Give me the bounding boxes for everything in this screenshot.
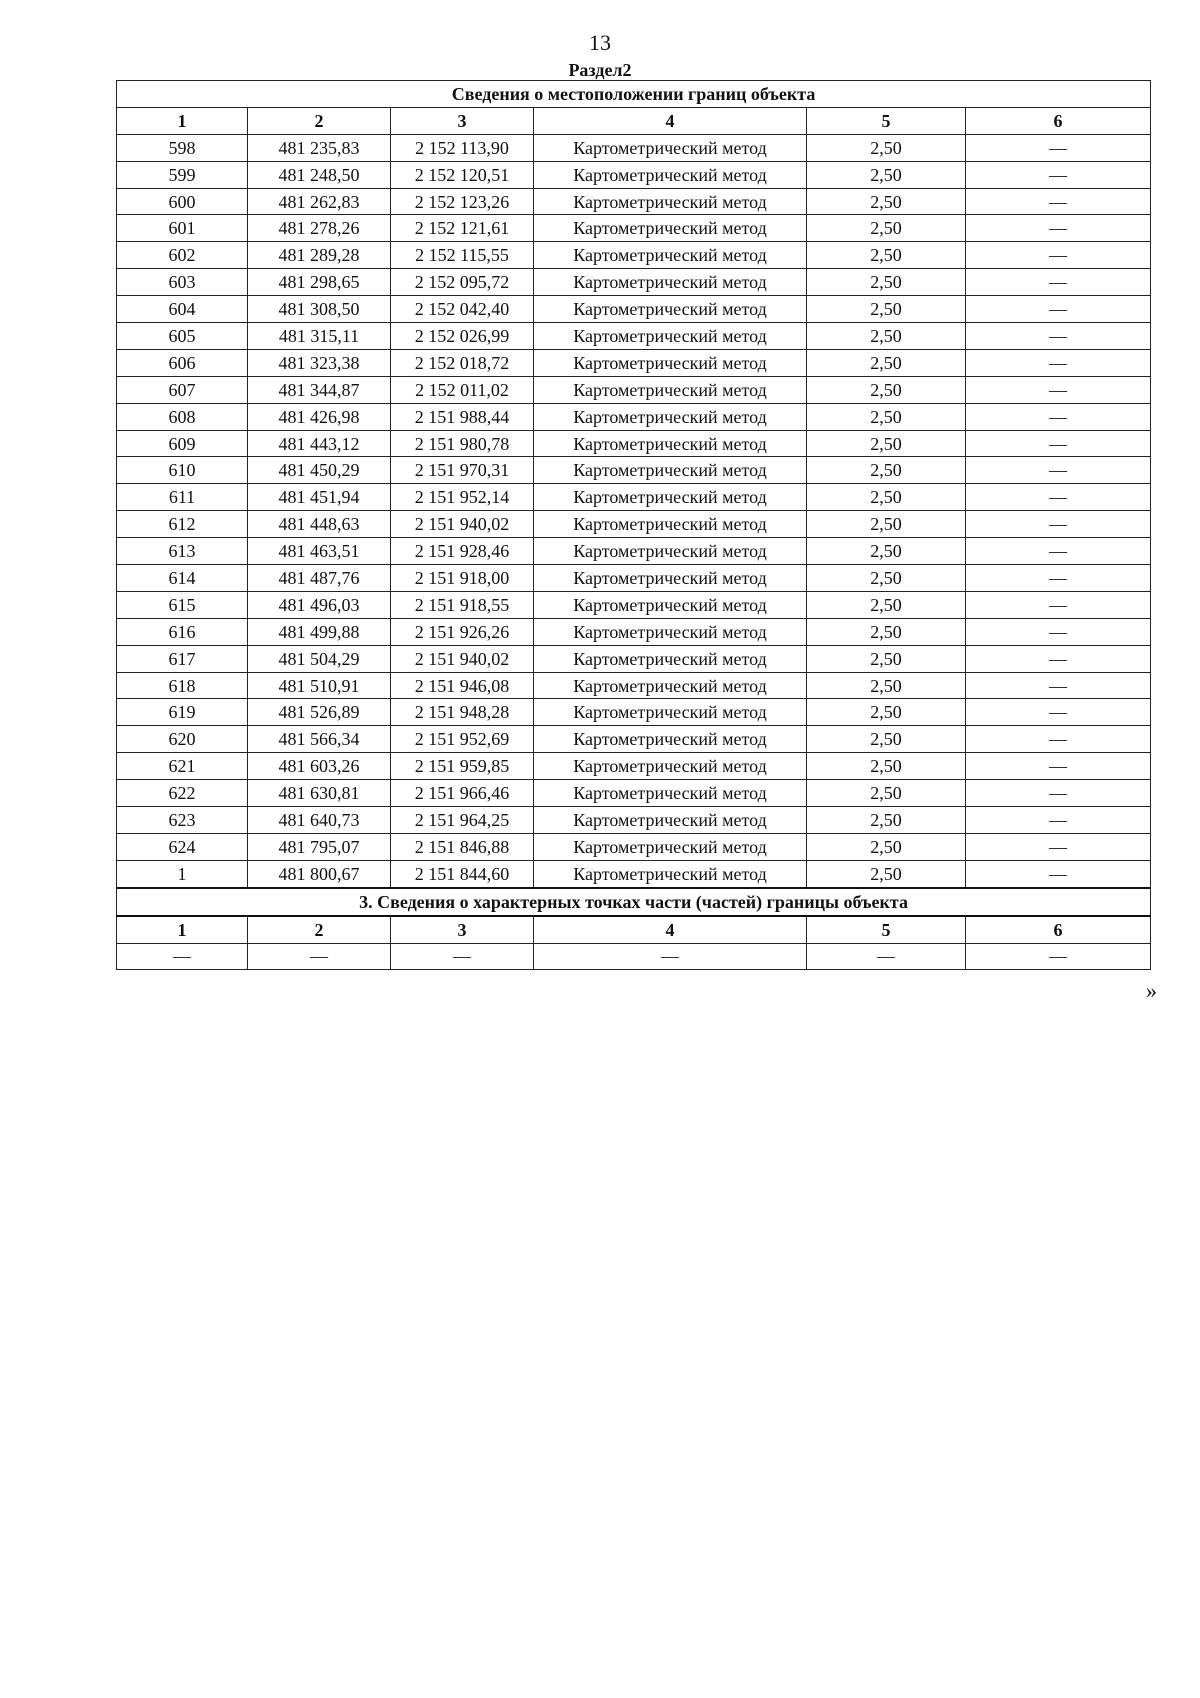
table-cell: 2,50: [807, 833, 966, 860]
table-cell: —: [966, 943, 1151, 970]
table-cell: 607: [117, 376, 248, 403]
table-cell: Картометрический метод: [534, 296, 807, 323]
table-cell: 481 510,91: [248, 672, 391, 699]
table-caption-row: [117, 81, 1151, 108]
table-cell: 2 151 940,02: [391, 511, 534, 538]
table-cell: —: [966, 860, 1151, 887]
table-row: [117, 457, 1151, 484]
table-cell: 2,50: [807, 618, 966, 645]
table-cell: 2,50: [807, 726, 966, 753]
table-row: [117, 296, 1151, 323]
table-cell: 612: [117, 511, 248, 538]
table-row: [117, 726, 1151, 753]
table-cell: 2,50: [807, 457, 966, 484]
table-cell: 481 289,28: [248, 242, 391, 269]
section3-caption-row: [117, 888, 1151, 916]
table-cell: Картометрический метод: [534, 242, 807, 269]
table-cell: —: [966, 349, 1151, 376]
table-cell: 2,50: [807, 323, 966, 350]
table-cell: 2,50: [807, 296, 966, 323]
table-cell: Картометрический метод: [534, 430, 807, 457]
table-cell: 481 463,51: [248, 538, 391, 565]
table-cell: 608: [117, 403, 248, 430]
table-cell: 2 151 918,00: [391, 565, 534, 592]
table-cell: 2,50: [807, 565, 966, 592]
table-cell: 621: [117, 753, 248, 780]
table-cell: —: [966, 565, 1151, 592]
table-cell: —: [966, 161, 1151, 188]
table-cell: 481 262,83: [248, 188, 391, 215]
table-cell: 2 152 113,90: [391, 134, 534, 161]
column-number: 5: [807, 916, 966, 943]
table-cell: 481 315,11: [248, 323, 391, 350]
table-cell: 2,50: [807, 376, 966, 403]
table-row: [117, 242, 1151, 269]
table-cell: 605: [117, 323, 248, 350]
table-cell: —: [966, 269, 1151, 296]
table-cell: 1: [117, 860, 248, 887]
closing-quote: »: [1146, 978, 1157, 1003]
table-cell: —: [807, 943, 966, 970]
table-cell: 2 152 095,72: [391, 269, 534, 296]
table-cell: 2,50: [807, 403, 966, 430]
table-cell: 481 278,26: [248, 215, 391, 242]
table-cell: 600: [117, 188, 248, 215]
table-cell: 481 308,50: [248, 296, 391, 323]
table-cell: —: [391, 943, 534, 970]
table-cell: 2,50: [807, 780, 966, 807]
table-cell: Картометрический метод: [534, 484, 807, 511]
table-cell: —: [966, 699, 1151, 726]
table-cell: 622: [117, 780, 248, 807]
table-row: [117, 134, 1151, 161]
table-cell: 602: [117, 242, 248, 269]
table-cell: 2 152 018,72: [391, 349, 534, 376]
table-cell: 481 496,03: [248, 591, 391, 618]
table-cell: 604: [117, 296, 248, 323]
table-cell: 606: [117, 349, 248, 376]
table-cell: —: [966, 484, 1151, 511]
table-cell: 610: [117, 457, 248, 484]
section-title: Раздел2: [568, 60, 632, 80]
table-row: [117, 833, 1151, 860]
table-cell: 2 151 988,44: [391, 403, 534, 430]
table-cell: —: [966, 591, 1151, 618]
table-cell: —: [966, 538, 1151, 565]
boundary-table: [116, 80, 1151, 970]
table-cell: Картометрический метод: [534, 860, 807, 887]
table-cell: —: [534, 943, 807, 970]
table-cell: 481 487,76: [248, 565, 391, 592]
table-caption: Сведения о местоположении границ объекта: [117, 81, 1151, 108]
table-cell: 2,50: [807, 134, 966, 161]
table-cell: 2 151 928,46: [391, 538, 534, 565]
column-number-row: [117, 107, 1151, 134]
table-cell: —: [117, 943, 248, 970]
table-cell: 2 152 115,55: [391, 242, 534, 269]
table-cell: Картометрический метод: [534, 565, 807, 592]
table-cell: 619: [117, 699, 248, 726]
table-cell: —: [966, 403, 1151, 430]
table-cell: 623: [117, 807, 248, 834]
table-cell: Картометрический метод: [534, 161, 807, 188]
table-cell: 2 151 966,46: [391, 780, 534, 807]
table-cell: Картометрический метод: [534, 618, 807, 645]
table-cell: 481 344,87: [248, 376, 391, 403]
table-cell: 2 151 918,55: [391, 591, 534, 618]
table-row: [117, 188, 1151, 215]
table-row: [117, 565, 1151, 592]
table-cell: 618: [117, 672, 248, 699]
column-number: 2: [248, 916, 391, 943]
table-cell: Картометрический метод: [534, 403, 807, 430]
table-cell: Картометрический метод: [534, 511, 807, 538]
table-cell: 2 151 964,25: [391, 807, 534, 834]
table-cell: —: [966, 833, 1151, 860]
table-cell: Картометрический метод: [534, 134, 807, 161]
table-cell: 2 151 952,69: [391, 726, 534, 753]
table-cell: 2 151 959,85: [391, 753, 534, 780]
table-cell: 2 151 946,08: [391, 672, 534, 699]
table-cell: 481 426,98: [248, 403, 391, 430]
table-row: [117, 672, 1151, 699]
table-cell: 2 151 940,02: [391, 645, 534, 672]
table-cell: —: [966, 645, 1151, 672]
table-cell: 2,50: [807, 242, 966, 269]
table-cell: 2,50: [807, 753, 966, 780]
table-cell: —: [966, 242, 1151, 269]
table-cell: 481 248,50: [248, 161, 391, 188]
table-cell: 481 603,26: [248, 753, 391, 780]
table-cell: Картометрический метод: [534, 457, 807, 484]
table-cell: 481 450,29: [248, 457, 391, 484]
table-cell: Картометрический метод: [534, 645, 807, 672]
table-cell: 2,50: [807, 269, 966, 296]
table-cell: —: [966, 672, 1151, 699]
section3-caption: 3. Сведения о характерных точках части (частей) границы объекта: [117, 888, 1151, 916]
table-cell: 2 152 042,40: [391, 296, 534, 323]
table-cell: Картометрический метод: [534, 269, 807, 296]
column-number: 2: [248, 107, 391, 134]
table-cell: Картометрический метод: [534, 672, 807, 699]
table-cell: 2,50: [807, 591, 966, 618]
table-cell: 2 151 970,31: [391, 457, 534, 484]
table-cell: 2 151 844,60: [391, 860, 534, 887]
table-cell: —: [966, 457, 1151, 484]
table-cell: —: [248, 943, 391, 970]
table-cell: —: [966, 323, 1151, 350]
table-cell: 481 795,07: [248, 833, 391, 860]
table-cell: 613: [117, 538, 248, 565]
table-cell: 2 152 011,02: [391, 376, 534, 403]
table-cell: 2,50: [807, 215, 966, 242]
table-cell: Картометрический метод: [534, 726, 807, 753]
table-cell: —: [966, 376, 1151, 403]
boundary-table-body: [117, 81, 1151, 970]
column-number: 3: [391, 916, 534, 943]
table-row: [117, 699, 1151, 726]
table-cell: 2 152 120,51: [391, 161, 534, 188]
table-row: [117, 269, 1151, 296]
table-cell: 2 151 926,26: [391, 618, 534, 645]
table-row: [117, 376, 1151, 403]
table-cell: 2,50: [807, 430, 966, 457]
column-number: 4: [534, 107, 807, 134]
table-cell: 2,50: [807, 484, 966, 511]
table-cell: —: [966, 753, 1151, 780]
table-cell: 615: [117, 591, 248, 618]
table-cell: Картометрический метод: [534, 349, 807, 376]
column-number: 1: [117, 107, 248, 134]
table-cell: 2 152 121,61: [391, 215, 534, 242]
table-cell: 599: [117, 161, 248, 188]
table-cell: 2,50: [807, 538, 966, 565]
table-cell: 481 235,83: [248, 134, 391, 161]
table-cell: 2,50: [807, 807, 966, 834]
table-cell: 617: [117, 645, 248, 672]
section3-column-number-row: [117, 916, 1151, 943]
table-cell: —: [966, 188, 1151, 215]
table-cell: 2,50: [807, 349, 966, 376]
table-cell: 481 630,81: [248, 780, 391, 807]
table-row: [117, 591, 1151, 618]
table-row: [117, 511, 1151, 538]
table-cell: —: [966, 618, 1151, 645]
table-cell: 481 298,65: [248, 269, 391, 296]
table-cell: —: [966, 215, 1151, 242]
table-cell: Картометрический метод: [534, 833, 807, 860]
table-cell: —: [966, 726, 1151, 753]
table-cell: Картометрический метод: [534, 699, 807, 726]
table-cell: 481 451,94: [248, 484, 391, 511]
table-cell: 481 800,67: [248, 860, 391, 887]
table-row: [117, 807, 1151, 834]
page-number: 13: [589, 30, 611, 55]
table-cell: 2 152 123,26: [391, 188, 534, 215]
table-cell: Картометрический метод: [534, 215, 807, 242]
table-cell: 481 526,89: [248, 699, 391, 726]
column-number: 4: [534, 916, 807, 943]
column-number: 6: [966, 107, 1151, 134]
table-cell: 2,50: [807, 699, 966, 726]
table-cell: 481 504,29: [248, 645, 391, 672]
table-cell: 2,50: [807, 645, 966, 672]
table-cell: —: [966, 807, 1151, 834]
column-number: 1: [117, 916, 248, 943]
table-cell: —: [966, 134, 1151, 161]
column-number: 5: [807, 107, 966, 134]
table-cell: 481 443,12: [248, 430, 391, 457]
table-row: [117, 430, 1151, 457]
table-row: [117, 645, 1151, 672]
table-cell: —: [966, 780, 1151, 807]
table-row: [117, 323, 1151, 350]
table-row: [117, 618, 1151, 645]
table-cell: Картометрический метод: [534, 753, 807, 780]
table-cell: 481 566,34: [248, 726, 391, 753]
table-cell: 2 151 948,28: [391, 699, 534, 726]
table-cell: Картометрический метод: [534, 780, 807, 807]
section3-table-row: [117, 943, 1151, 970]
table-cell: 2,50: [807, 672, 966, 699]
table-cell: Картометрический метод: [534, 807, 807, 834]
table-cell: 481 323,38: [248, 349, 391, 376]
table-cell: Картометрический метод: [534, 591, 807, 618]
table-cell: 2,50: [807, 860, 966, 887]
table-cell: Картометрический метод: [534, 538, 807, 565]
table-row: [117, 780, 1151, 807]
table-row: [117, 484, 1151, 511]
table-cell: 2 151 846,88: [391, 833, 534, 860]
table-cell: 598: [117, 134, 248, 161]
column-number: 6: [966, 916, 1151, 943]
table-cell: 611: [117, 484, 248, 511]
table-cell: 616: [117, 618, 248, 645]
table-cell: 624: [117, 833, 248, 860]
table-cell: 481 640,73: [248, 807, 391, 834]
column-number: 3: [391, 107, 534, 134]
table-cell: 2,50: [807, 511, 966, 538]
table-row: [117, 215, 1151, 242]
table-cell: Картометрический метод: [534, 188, 807, 215]
table-row: [117, 403, 1151, 430]
table-cell: —: [966, 511, 1151, 538]
table-cell: 2,50: [807, 161, 966, 188]
table-cell: 481 499,88: [248, 618, 391, 645]
table-cell: Картометрический метод: [534, 376, 807, 403]
table-cell: 2 151 980,78: [391, 430, 534, 457]
table-cell: —: [966, 430, 1151, 457]
table-row: [117, 349, 1151, 376]
table-row: [117, 753, 1151, 780]
table-cell: 614: [117, 565, 248, 592]
table-cell: 2 151 952,14: [391, 484, 534, 511]
table-row: [117, 538, 1151, 565]
table-cell: Картометрический метод: [534, 323, 807, 350]
table-cell: 2,50: [807, 188, 966, 215]
table-cell: 620: [117, 726, 248, 753]
table-cell: 2 152 026,99: [391, 323, 534, 350]
table-cell: —: [966, 296, 1151, 323]
table-row: [117, 860, 1151, 887]
table-row: [117, 161, 1151, 188]
table-cell: 603: [117, 269, 248, 296]
table-cell: 601: [117, 215, 248, 242]
table-cell: 481 448,63: [248, 511, 391, 538]
table-cell: 609: [117, 430, 248, 457]
